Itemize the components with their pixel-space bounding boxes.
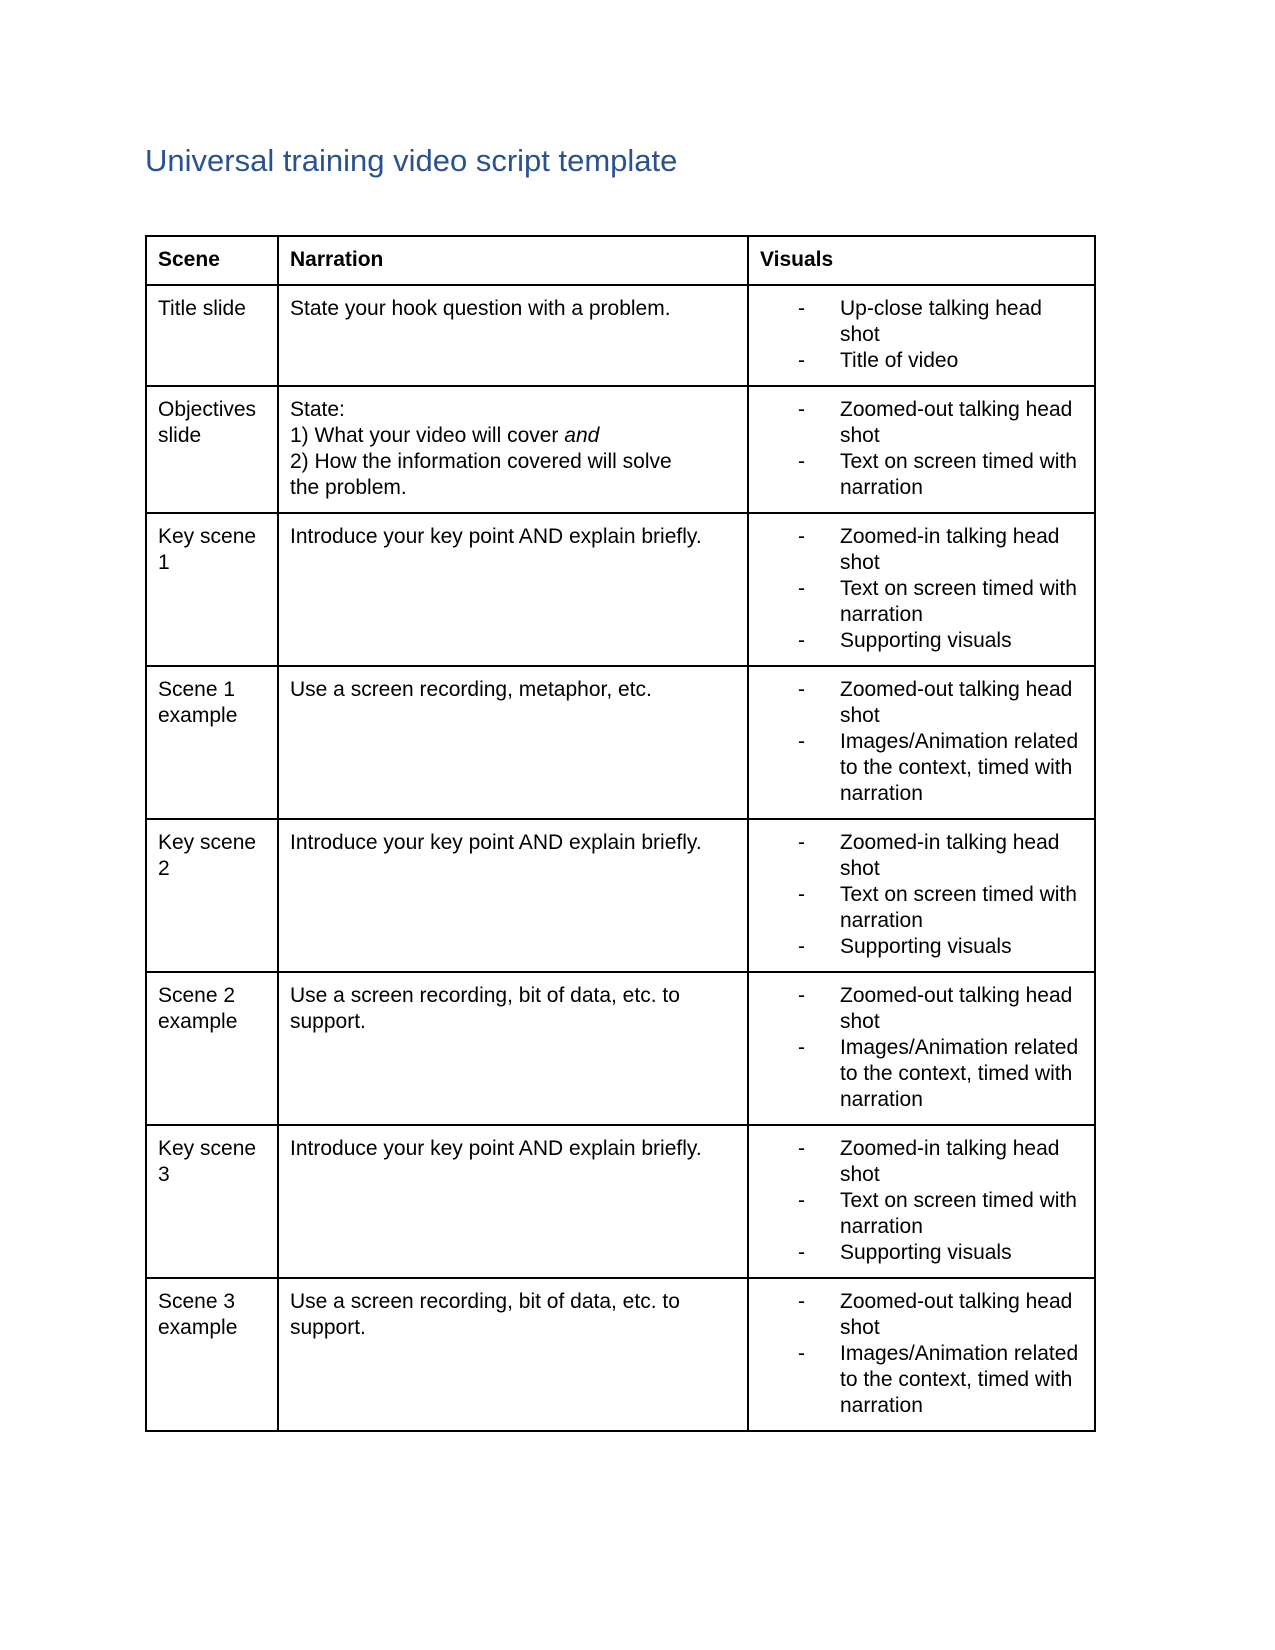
table-row <box>146 1125 1095 1278</box>
visuals-list-item <box>760 1035 1083 1113</box>
narration-cell <box>278 819 748 972</box>
dash-bullet: - <box>798 1290 805 1313</box>
narration-text: State your hook question with a problem. <box>290 297 671 320</box>
narration-cell <box>278 285 748 386</box>
narration-text: Introduce your key point AND explain briefly. <box>290 1137 702 1160</box>
visuals-list-item <box>760 449 1083 501</box>
scene-cell: Scene 2 example <box>146 972 278 1125</box>
visuals-list-item <box>760 1341 1083 1419</box>
dash-bullet: - <box>798 297 805 320</box>
dash-bullet: - <box>798 1137 805 1160</box>
dash-bullet: - <box>798 1189 805 1212</box>
dash-bullet: - <box>798 678 805 701</box>
dash-bullet: - <box>798 1241 805 1264</box>
scene-cell: Key scene 3 <box>146 1125 278 1278</box>
visuals-item-text: Images/Animation related to the context, timed with narration <box>840 1342 1079 1417</box>
visuals-list <box>760 524 1083 654</box>
visuals-list-item <box>760 348 1083 374</box>
visuals-cell <box>748 819 1095 972</box>
visuals-item-text: Supporting visuals <box>840 1241 1012 1264</box>
narration-text: 2) How the information covered will solve <box>290 450 672 473</box>
visuals-cell <box>748 666 1095 819</box>
visuals-list-item <box>760 934 1083 960</box>
visuals-item-text: Zoomed-in talking head shot <box>840 1137 1060 1186</box>
visuals-item-text: Zoomed-in talking head shot <box>840 525 1060 574</box>
visuals-list <box>760 983 1083 1113</box>
dash-bullet: - <box>798 450 805 473</box>
visuals-list-item <box>760 1240 1083 1266</box>
column-header-narration: Narration <box>278 236 748 285</box>
visuals-item-text: Text on screen timed with narration <box>840 883 1077 932</box>
scene-cell: Objectives slide <box>146 386 278 513</box>
table-row <box>146 972 1095 1125</box>
dash-bullet: - <box>798 1342 805 1365</box>
visuals-item-text: Zoomed-out talking head shot <box>840 398 1073 447</box>
visuals-list-item <box>760 677 1083 729</box>
dash-bullet: - <box>798 525 805 548</box>
column-header-visuals: Visuals <box>748 236 1095 285</box>
dash-bullet: - <box>798 629 805 652</box>
visuals-list <box>760 677 1083 807</box>
narration-cell <box>278 386 748 513</box>
narration-text: the problem. <box>290 476 407 499</box>
visuals-item-text: Zoomed-out talking head shot <box>840 678 1073 727</box>
visuals-list <box>760 296 1083 374</box>
dash-bullet: - <box>798 577 805 600</box>
narration-text: Use a screen recording, metaphor, etc. <box>290 678 652 701</box>
table-row <box>146 819 1095 972</box>
dash-bullet: - <box>798 349 805 372</box>
visuals-list-item <box>760 830 1083 882</box>
table-row <box>146 666 1095 819</box>
narration-text: Use a screen recording, bit of data, etc. to support. <box>290 1290 680 1339</box>
narration-text: Use a screen recording, bit of data, etc. to support. <box>290 984 680 1033</box>
visuals-list <box>760 830 1083 960</box>
visuals-item-text: Images/Animation related to the context, timed with narration <box>840 730 1079 805</box>
visuals-list-item <box>760 1136 1083 1188</box>
visuals-list-item <box>760 576 1083 628</box>
visuals-cell <box>748 513 1095 666</box>
narration-text-italic: and <box>564 424 600 447</box>
dash-bullet: - <box>798 831 805 854</box>
visuals-item-text: Zoomed-out talking head shot <box>840 984 1073 1033</box>
document-title: Universal training video script template <box>145 143 678 178</box>
column-header-scene: Scene <box>146 236 278 285</box>
visuals-item-text: Zoomed-in talking head shot <box>840 831 1060 880</box>
scene-cell: Title slide <box>146 285 278 386</box>
narration-text: Introduce your key point AND explain briefly. <box>290 525 702 548</box>
scene-cell: Key scene 2 <box>146 819 278 972</box>
narration-cell <box>278 513 748 666</box>
visuals-list-item <box>760 983 1083 1035</box>
visuals-item-text: Text on screen timed with narration <box>840 1189 1077 1238</box>
scene-cell: Scene 1 example <box>146 666 278 819</box>
visuals-cell <box>748 285 1095 386</box>
dash-bullet: - <box>798 1036 805 1059</box>
visuals-cell <box>748 1278 1095 1431</box>
narration-cell <box>278 972 748 1125</box>
narration-cell <box>278 1125 748 1278</box>
dash-bullet: - <box>798 935 805 958</box>
dash-bullet: - <box>798 398 805 421</box>
visuals-item-text: Text on screen timed with narration <box>840 577 1077 626</box>
visuals-list-item <box>760 524 1083 576</box>
dash-bullet: - <box>798 730 805 753</box>
table-header-row <box>146 236 1095 285</box>
visuals-item-text: Title of video <box>840 349 959 372</box>
visuals-list-item <box>760 729 1083 807</box>
visuals-list-item <box>760 397 1083 449</box>
visuals-list <box>760 1136 1083 1266</box>
visuals-list-item <box>760 628 1083 654</box>
visuals-list-item <box>760 1289 1083 1341</box>
visuals-item-text: Images/Animation related to the context, timed with narration <box>840 1036 1079 1111</box>
visuals-cell <box>748 972 1095 1125</box>
table-row <box>146 513 1095 666</box>
visuals-item-text: Supporting visuals <box>840 629 1012 652</box>
visuals-list-item <box>760 882 1083 934</box>
table-row <box>146 386 1095 513</box>
visuals-cell <box>748 1125 1095 1278</box>
visuals-item-text: Up-close talking head shot <box>840 297 1042 346</box>
scene-cell: Scene 3 example <box>146 1278 278 1431</box>
narration-text: Introduce your key point AND explain briefly. <box>290 831 702 854</box>
visuals-item-text: Supporting visuals <box>840 935 1012 958</box>
table-row <box>146 285 1095 386</box>
visuals-cell <box>748 386 1095 513</box>
visuals-item-text: Zoomed-out talking head shot <box>840 1290 1073 1339</box>
visuals-list <box>760 1289 1083 1419</box>
visuals-list-item <box>760 1188 1083 1240</box>
script-table <box>145 235 1096 1432</box>
dash-bullet: - <box>798 883 805 906</box>
narration-cell <box>278 1278 748 1431</box>
visuals-list <box>760 397 1083 501</box>
narration-cell <box>278 666 748 819</box>
visuals-list-item <box>760 296 1083 348</box>
narration-text: 1) What your video will cover <box>290 424 565 447</box>
visuals-item-text: Text on screen timed with narration <box>840 450 1077 499</box>
table-row <box>146 1278 1095 1431</box>
narration-text: State: <box>290 398 345 421</box>
dash-bullet: - <box>798 984 805 1007</box>
scene-cell: Key scene 1 <box>146 513 278 666</box>
